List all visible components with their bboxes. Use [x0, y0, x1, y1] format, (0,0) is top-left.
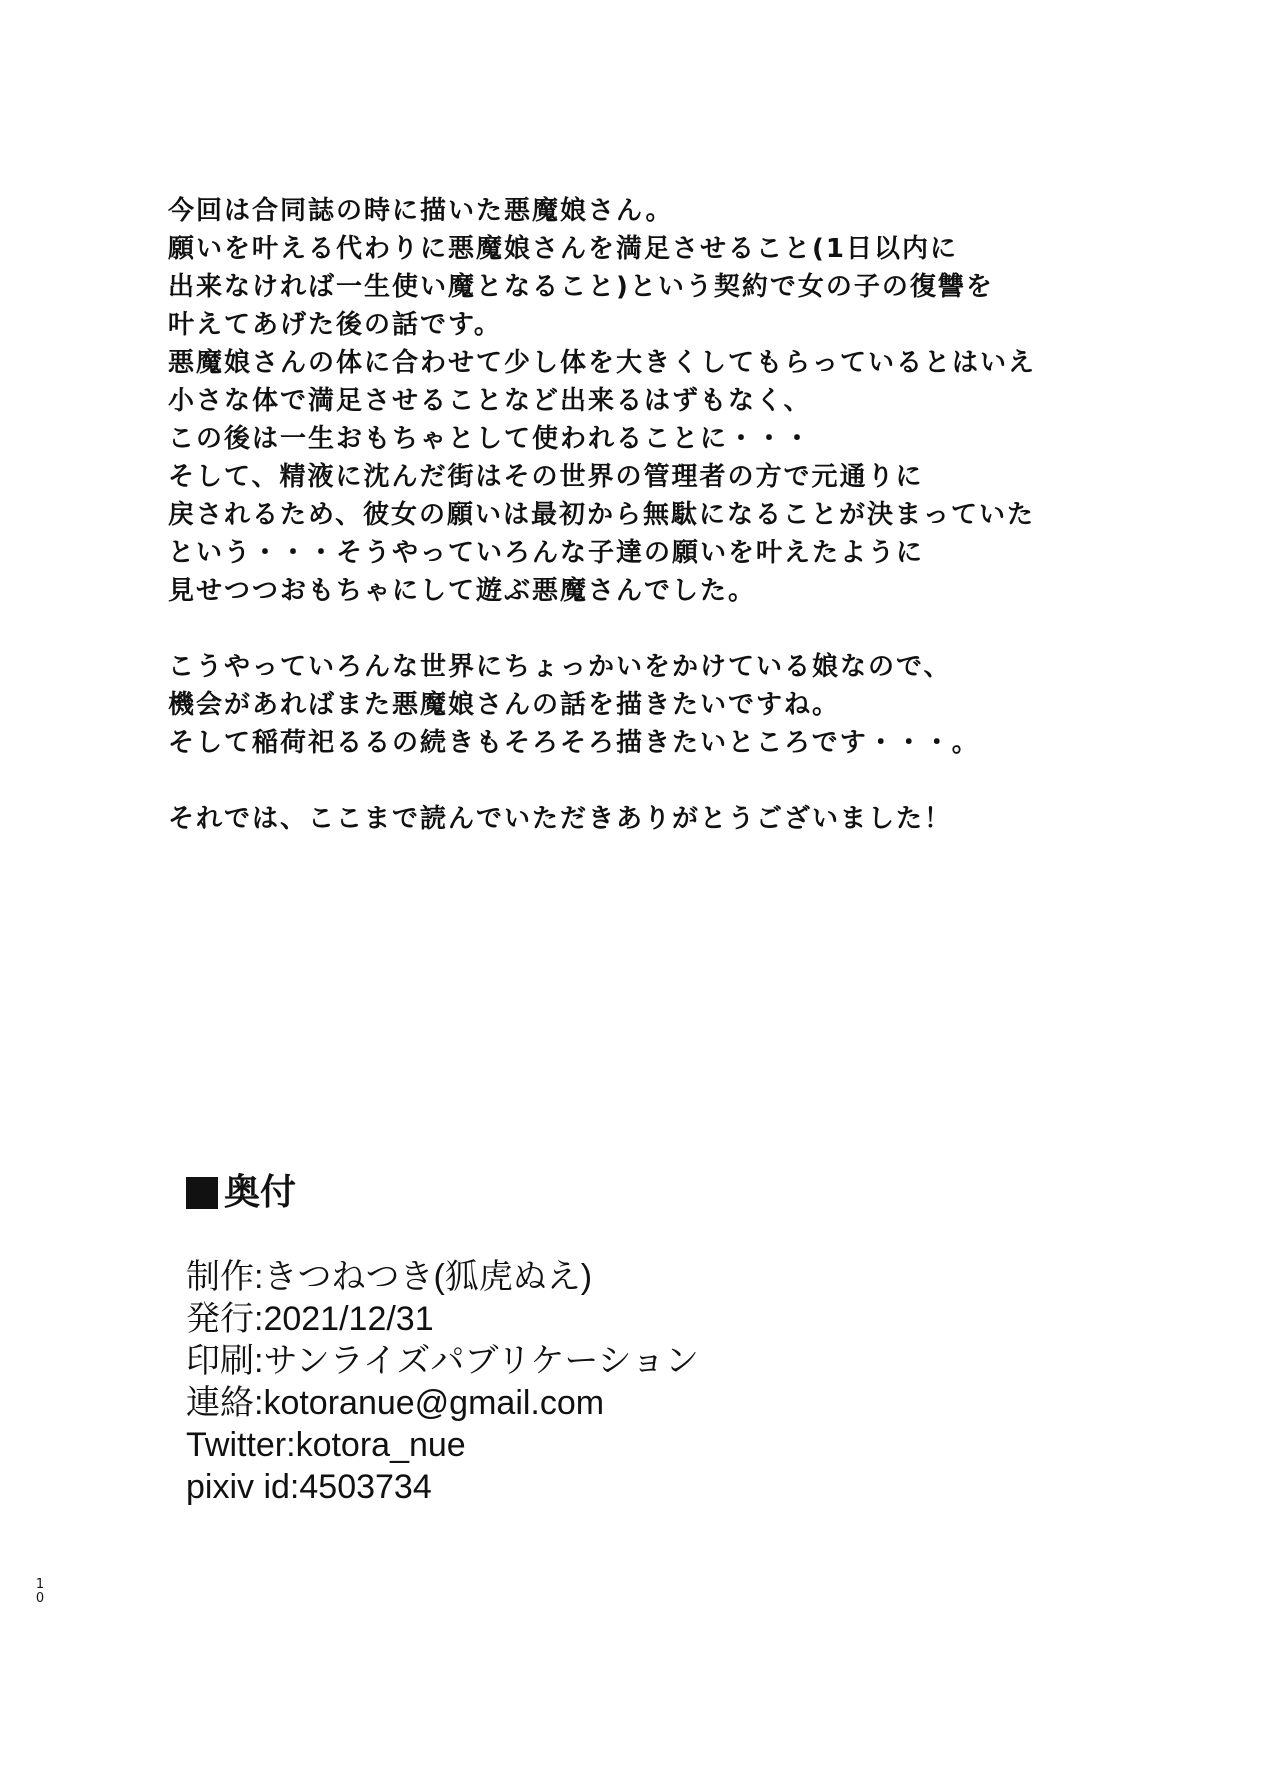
colophon-contact: 連絡:kotoranue@gmail.com [186, 1384, 605, 1422]
colophon-printer: 印刷:サンライズパブリケーション [186, 1342, 699, 1380]
colophon-heading [186, 1170, 296, 1216]
afterword-line: 機会があればまた悪魔娘さんの話を描きたいですね。 [168, 690, 841, 720]
afterword-line: という・・・そうやっていろんな子達の願いを叶えたように [168, 538, 925, 568]
afterword-line: 小さな体で満足させることなど出来るはずもなく、 [168, 386, 812, 416]
colophon-author: 制作:きつねつき(狐虎ぬえ) [186, 1258, 593, 1296]
colophon-heading-label: 奥付 [224, 1172, 297, 1213]
colophon-twitter: Twitter:kotora_nue [186, 1426, 466, 1464]
afterword-line: 悪魔娘さんの体に合わせて少し体を大きくしてもらっているとはいえ [168, 348, 1037, 378]
afterword-line: こうやっていろんな世界にちょっかいをかけている娘なので、 [168, 652, 952, 682]
afterword-line: 見せつつおもちゃにして遊ぶ悪魔さんでした。 [168, 576, 757, 606]
afterword-line: 出来なければ一生使い魔となること)という契約で女の子の復讐を [168, 272, 994, 302]
afterword-line: 戻されるため、彼女の願いは最初から無駄になることが決まっていた [168, 500, 1035, 530]
paragraph-gap [168, 762, 1128, 800]
afterword-line: そして、精液に沈んだ街はその世界の管理者の方で元通りに [168, 462, 924, 492]
afterword-text [168, 192, 1128, 838]
colophon-publish-date: 発行:2021/12/31 [186, 1300, 434, 1338]
black-square-icon [186, 1177, 218, 1209]
afterword-closing: それでは、ここまで読んでいただきありがとうございました！ [168, 804, 953, 834]
paragraph-gap [168, 610, 1128, 648]
colophon-details [186, 1256, 699, 1508]
afterword-line: そして稲荷祀るるの続きもそろそろ描きたいところです・・・。 [168, 728, 980, 758]
afterword-line: 叶えてあげた後の話です。 [168, 310, 502, 340]
afterword-line: この後は一生おもちゃとして使われることに・・・ [168, 424, 813, 454]
afterword-line: 今回は合同誌の時に描いた悪魔娘さん。 [168, 196, 674, 226]
afterword-line: 願いを叶える代わりに悪魔娘さんを満足させること(1日以内に [168, 234, 958, 264]
colophon-pixiv: pixiv id:4503734 [186, 1468, 432, 1506]
page-number: 10 [35, 1577, 45, 1606]
